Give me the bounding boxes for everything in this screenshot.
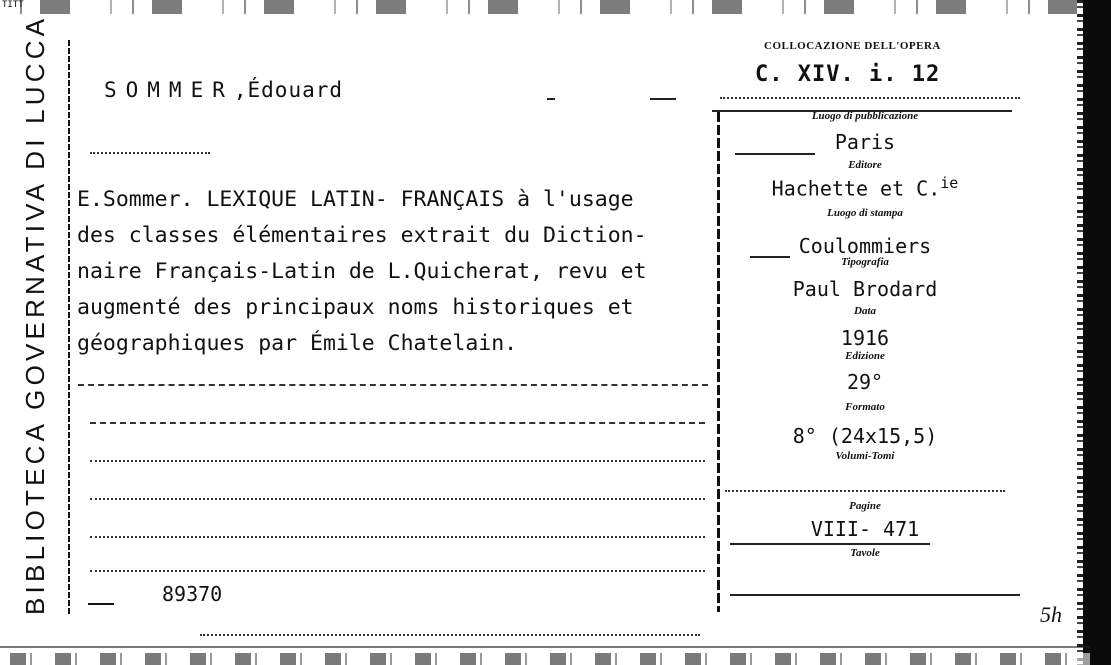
print-place-value: Coulommiers — [798, 234, 932, 258]
date-value: 1916 — [840, 326, 890, 350]
place-value: Paris — [834, 130, 896, 154]
pages-value: VIII- 471 — [810, 517, 920, 541]
scan-bottom-line — [0, 646, 1090, 648]
format-label: Formato — [845, 401, 885, 413]
scan-top-artifact — [0, 0, 1111, 14]
pages-label: Pagine — [849, 500, 881, 512]
publisher-value — [705, 174, 1025, 201]
blank-ruled-line — [90, 536, 705, 538]
blank-ruled-line — [90, 570, 705, 572]
blank-ruled-line — [78, 384, 708, 386]
description-line: naire Français-Latin de L.Quicherat, revu et — [77, 259, 647, 284]
scan-bottom-artifact — [0, 653, 1090, 665]
inventory-number: 89370 — [162, 582, 223, 606]
place-label: Luogo di pubblicazione — [811, 110, 919, 122]
dash — [650, 98, 676, 100]
library-name: BIBLIOTECA GOVERNATIVA DI LUCCA — [20, 14, 50, 615]
description-line: des classes élémentaires extrait du Diction- — [77, 223, 647, 248]
printer-value: Paul Brodard — [792, 277, 938, 301]
blank-ruled-line — [90, 498, 705, 500]
date-label: Data — [854, 305, 876, 317]
dotted-line — [720, 97, 1020, 99]
volumes-label: Volumi-Tomi — [835, 450, 895, 462]
format-value: 8° (24x15,5) — [792, 424, 938, 448]
author-heading — [104, 78, 343, 102]
description-line: E.Sommer. LEXIQUE LATIN- FRANÇAIS à l'usage — [77, 187, 634, 212]
dash — [88, 603, 114, 605]
bottom-ruled-line — [200, 634, 700, 636]
printer-label: Tipografia — [841, 256, 889, 268]
publisher-superscript: ie — [940, 174, 959, 192]
author-surname: SOMMER — [104, 78, 234, 102]
title-description — [77, 182, 717, 362]
collocation-heading: COLLOCAZIONE DELL'OPERA — [764, 40, 941, 52]
blank-ruled-line — [90, 460, 705, 462]
dash — [547, 98, 555, 100]
author-separator: , — [233, 78, 248, 102]
shelfmark: C. XIV. i. 12 — [755, 62, 941, 87]
plates-label: Tavole — [850, 547, 880, 559]
edition-label: Edizione — [845, 350, 885, 362]
edition-value: 29° — [846, 370, 884, 394]
blank-ruled-line — [90, 422, 705, 424]
scan-right-edge — [1083, 0, 1111, 665]
scan-header-text: TITT — [2, 0, 24, 10]
publisher-label: Editore — [848, 159, 882, 171]
left-margin-rule — [68, 40, 70, 615]
column-bottom-rule — [730, 594, 1020, 596]
dotted-line — [725, 490, 1005, 492]
description-line: augmenté des principaux noms historiques et — [77, 295, 634, 320]
pages-underline — [730, 543, 930, 545]
author-given-name: Édouard — [247, 78, 344, 102]
description-line: géographiques par Émile Chatelain. — [77, 331, 518, 356]
dotted-line — [90, 152, 210, 154]
dash — [735, 153, 815, 155]
print-place-label: Luogo di stampa — [827, 207, 903, 219]
publisher-name: Hachette et C. — [771, 176, 941, 201]
corner-handwritten-note: 5h — [1040, 602, 1062, 627]
